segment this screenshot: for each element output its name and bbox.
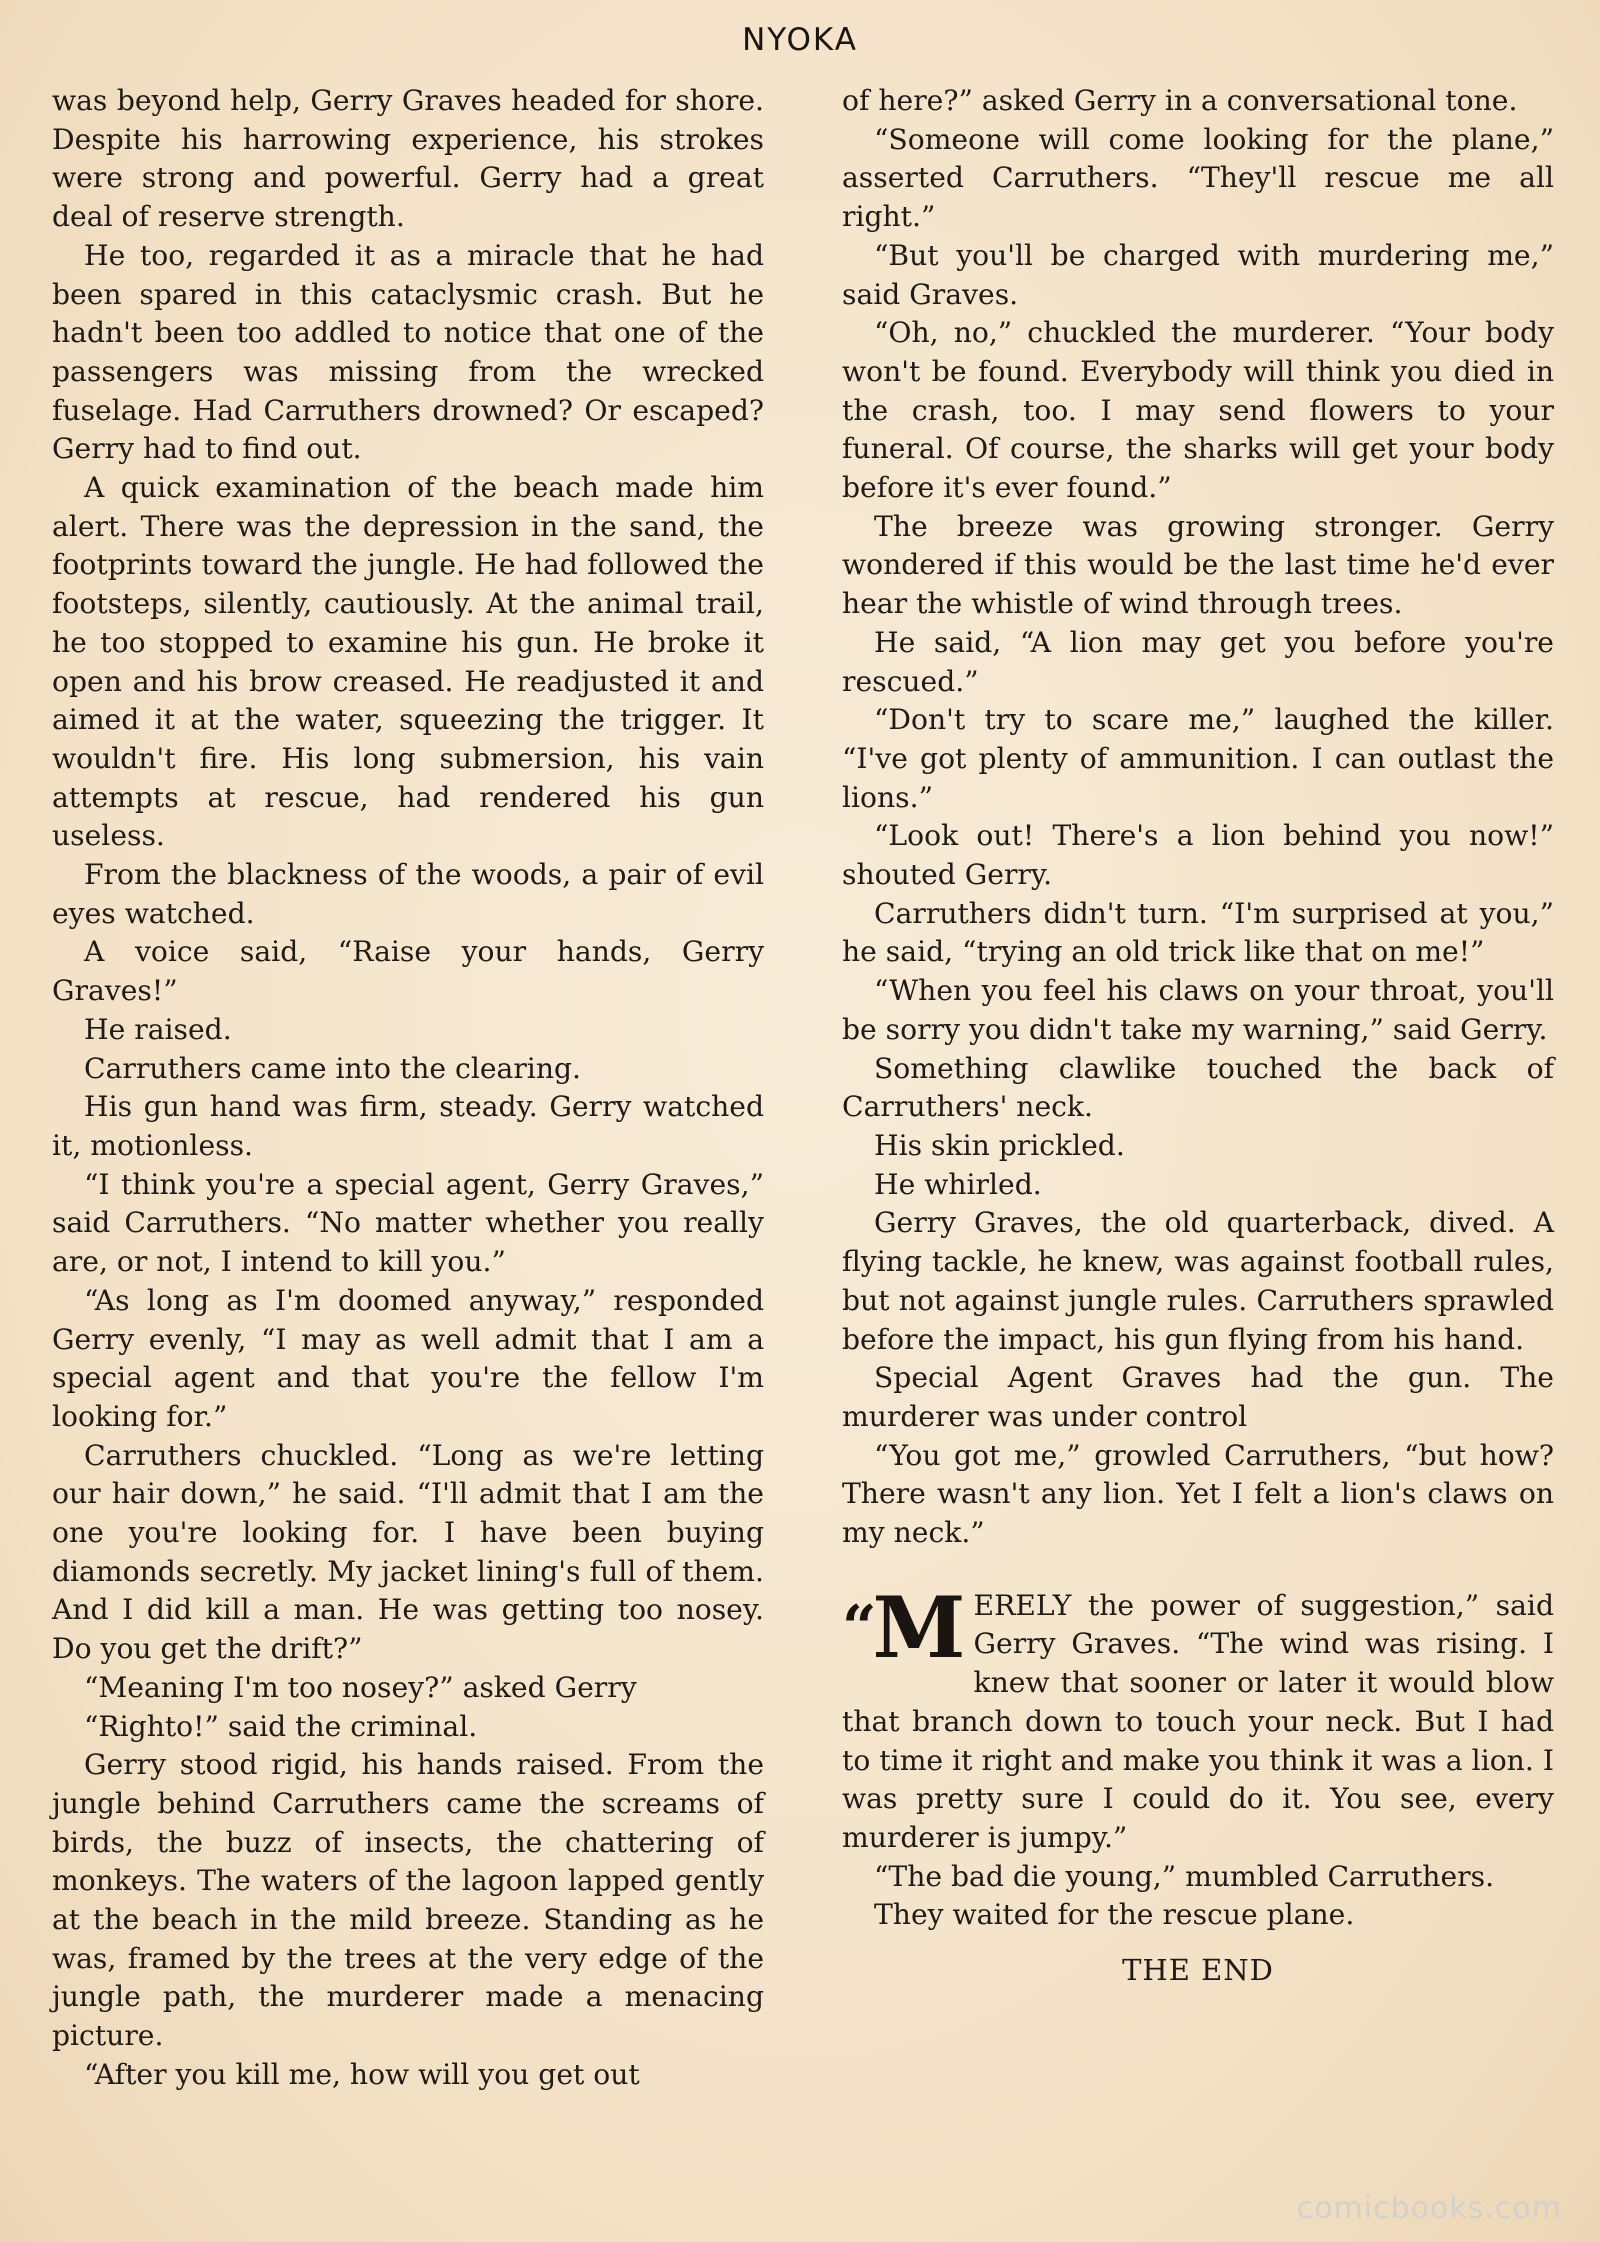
paragraph: “You got me,” growled Carruthers, “but how? There wasn't any lion. Yet I felt a lion's claws on my neck.” bbox=[842, 1438, 1554, 1550]
paragraph: A voice said, “Raise your hands, Gerry Graves!” bbox=[52, 935, 764, 1008]
paragraph: His gun hand was firm, steady. Gerry watched it, motionless. bbox=[52, 1090, 764, 1162]
paragraph: “But you'll be charged with murdering me,” said Graves. bbox=[842, 238, 1554, 311]
paragraph: Carruthers chuckled. “Long as we're letting our hair down,” he said. “I'll admit that I am the one you're looking for. I have been buying diamonds secretly. My jacket lining's full of them. And I did kill a man. He was getting too nosey. Do you get the drift?” bbox=[52, 1438, 764, 1666]
paragraph: They waited for the rescue plane. bbox=[874, 1898, 1355, 1932]
paragraph: He said, “A lion may get you before you're rescued.” bbox=[842, 625, 1554, 698]
paragraph: The breeze was growing stronger. Gerry wondered if this would be the last time he'd ever hear the whistle of wind through trees. bbox=[842, 509, 1554, 621]
paragraph: He too, regarded it as a miracle that he had been spared in this cataclysmic crash. But he hadn't been too addled to notice that one of the passengers was missing from the wrecked fuselage. Had Carruthers drowned? Or escaped? Gerry had to find out. bbox=[52, 238, 764, 466]
paragraph: “Look out! There's a lion behind you now!” shouted Gerry. bbox=[842, 819, 1554, 892]
paragraph: “Oh, no,” chuckled the murderer. “Your body won't be found. Everybody will think you died in the crash, too. I may send flowers to your funeral. Of course, the sharks will get your body before it's ever found.” bbox=[842, 316, 1554, 505]
the-end-label: THE END bbox=[1122, 1953, 1274, 1988]
paragraph: A quick examination of the beach made him alert. There was the depression in the sand, the footprints toward the jungle. He had followed the footsteps, silently, cautiously. At the animal trail, he too stopped to examine his gun. He broke it open and his brow creased. He readjusted it and aimed it at the water, squeezing the trigger. It wouldn't fire. His long submersion, his vain attempts at rescue, had rendered his gun useless. bbox=[52, 471, 764, 853]
paragraph: “The bad die young,” mumbled Carruthers. bbox=[874, 1859, 1495, 1893]
paragraph: “Meaning I'm too nosey?” asked Gerry bbox=[84, 1670, 637, 1704]
paragraph: From the blackness of the woods, a pair of evil eyes watched. bbox=[52, 858, 764, 930]
paragraph: Gerry stood rigid, his hands raised. From the jungle behind Carruthers came the screams of birds, the buzz of insects, the chattering of monkeys. The waters of the lagoon lapped gently at the beach in the mild breeze. Standing as he was, framed by the trees at the very edge of the jungle path, the murderer made a menacing picture. bbox=[52, 1748, 764, 2053]
paragraph: His skin prickled. bbox=[874, 1128, 1125, 1162]
paragraph: Gerry Graves, the old quarterback, dived. A flying tackle, he knew, was against football rules, but not against jungle rules. Carruthers sprawled before the impact, his gun flying from his hand. bbox=[842, 1206, 1554, 1356]
paragraph: of here?” asked Gerry in a conversational tone. bbox=[842, 84, 1518, 117]
paragraph: “Someone will come looking for the plane,” asserted Carruthers. “They'll rescue me all right.” bbox=[842, 122, 1554, 234]
paragraph: He raised. bbox=[84, 1012, 232, 1046]
paragraph: Special Agent Graves had the gun. The murderer was under control bbox=[842, 1361, 1554, 1433]
drop-cap-letter: M bbox=[872, 1577, 966, 1677]
paragraph: “After you kill me, how will you get out bbox=[84, 2057, 640, 2091]
paragraph: Something clawlike touched the back of Carruthers' neck. bbox=[842, 1051, 1554, 1124]
paragraph: He whirled. bbox=[874, 1167, 1042, 1201]
paragraph: “When you feel his claws on your throat, you'll be sorry you didn't take my warning,” said Gerry. bbox=[842, 974, 1554, 1046]
left-text-column bbox=[52, 82, 764, 2095]
paragraph: “Righto!” said the criminal. bbox=[84, 1709, 478, 1743]
watermark: comicbooks.com bbox=[1296, 2191, 1562, 2226]
drop-cap-quote: “ bbox=[842, 1592, 873, 1663]
paragraph: “I think you're a special agent, Gerry Graves,” said Carruthers. “No matter whether you really are, or not, I intend to kill you.” bbox=[52, 1167, 764, 1279]
paragraph: “As long as I'm doomed anyway,” responded Gerry evenly, “I may as well admit that I am a special agent and that you're the fellow I'm looking for.” bbox=[52, 1283, 764, 1433]
final-paragraph-text: ERELY the power of suggestion,” said Gerry Graves. “The wind was rising. I knew that sooner or later it would blow that branch down to touch your neck. But I had to time it right and make you think it was a lion. I was pretty sure I could do it. You see, every murderer is jumpy.” bbox=[842, 1588, 1554, 1854]
drop-cap bbox=[842, 1577, 966, 1677]
final-paragraph bbox=[842, 1577, 1554, 1858]
page-title: NYOKA bbox=[742, 22, 858, 58]
paragraph: Carruthers came into the clearing. bbox=[84, 1051, 581, 1085]
paragraph: was beyond help, Gerry Graves headed for shore. Despite his harrowing experience, his strokes were strong and powerful. Gerry had a great deal of reserve strength. bbox=[52, 84, 764, 234]
paragraph: Carruthers didn't turn. “I'm surprised at you,” he said, “trying an old trick like that on me!” bbox=[842, 896, 1554, 969]
paragraph: “Don't try to scare me,” laughed the killer. “I've got plenty of ammunition. I can outlast the lions.” bbox=[842, 703, 1554, 814]
right-text-column bbox=[842, 82, 1554, 1990]
